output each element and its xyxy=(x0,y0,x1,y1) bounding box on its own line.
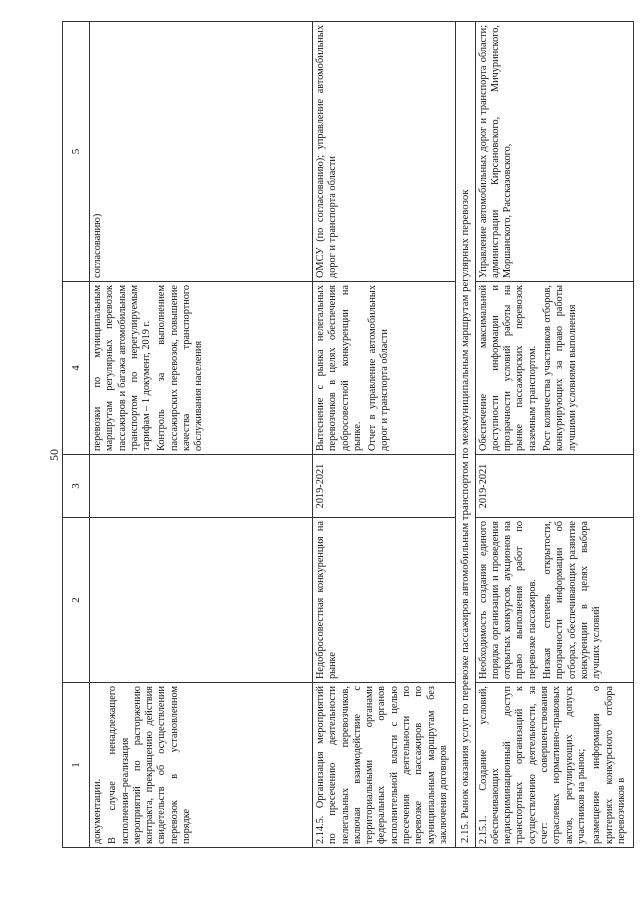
cell-text: 2.15.1. Создание условий, обеспечивающих недискриминационный доступ транспортных организаций к осуществлению деятельности, за счет: совершенствования отраслевых нормативно-правовых актов, регулирующих допуск участников на рынок; xyxy=(477,686,587,844)
cell-text: Отчет в управление автомобильных дорог и транспорта области xyxy=(367,285,391,451)
cell-text: Необходимость создания единого порядка организации и проведения открытых конкурсов, аукционов на право выполнения работ по перевозке пассажиров. xyxy=(477,521,538,679)
cell-text: 2.14.5. Организация мероприятий по пресечению деятельности нелегальных перевозчиков, включая взаимодействие с территориальными органами федеральных органов исполнительной власти с целью пресечения деятельности по перевозке пассажиров по муниципальным маршрутам без заключения договоров xyxy=(315,686,449,844)
cell-text: Контроль за выполнением пассажирских перевозок, повышение качества транспортного обслуживания населения xyxy=(156,285,205,451)
cell-text: документации. xyxy=(92,778,103,844)
measure-cell xyxy=(313,683,456,848)
cell-text: Обеспечение максимальной доступности информации и прозрачности условий работы на рынке пассажирских перевозок наземным транспортом. xyxy=(477,285,538,451)
result-cell xyxy=(90,282,313,455)
responsible-cell: ОМСУ (по согласованию); управление автомобильных дорог и транспорта области xyxy=(313,22,456,282)
problem-cell xyxy=(90,518,313,683)
measure-cell xyxy=(90,683,313,848)
cell-text: размещение информации о критериях конкурсного отбора перевозчиков в xyxy=(591,686,627,844)
measure-cell xyxy=(475,683,634,848)
period-cell xyxy=(90,455,313,518)
problem-cell: Недобросовестная конкуренция на рынке xyxy=(313,518,456,683)
section-title: 2.15. Рынок оказания услуг по перевозке пассажиров автомобильным транспортом по межмуниципальным маршрутам регулярных перевозок xyxy=(456,22,475,848)
cell-text: перевозки по муниципальным маршрутам регулярных перевозок пассажиров и багажа автомобильным транспортом по нерегулируемым тарифам – 1 документ, 2019 г. xyxy=(92,285,153,451)
header-cell: 4 xyxy=(63,282,90,455)
page-number: 50 xyxy=(47,449,61,461)
cell-text: В случае ненадлежащего исполнения–реализация мероприятий по расторжению контракта, прекращению действия свидетельств об осуществлении перевозок в установленном порядке xyxy=(107,686,193,844)
responsible-cell: согласованию) xyxy=(90,22,313,282)
result-cell xyxy=(313,282,456,455)
result-cell xyxy=(475,282,634,455)
cell-text: Низкая степень открытости, прозрачности информации об отборах, обеспечивающих развитие конкуренции в целях выбора лучших условий xyxy=(542,521,603,679)
table-row xyxy=(475,22,634,848)
header-cell: 5 xyxy=(63,22,90,282)
cell-text: Рост количества участников отборов, конкурирующих за право работы лучшими условиями выполнения xyxy=(542,285,578,451)
period-cell: 2019-2021 xyxy=(313,455,456,518)
table-row xyxy=(90,22,313,848)
header-cell: 2 xyxy=(63,518,90,683)
header-cell: 1 xyxy=(63,683,90,848)
header-cell: 3 xyxy=(63,455,90,518)
section-row xyxy=(456,22,475,848)
period-cell: 2019-2021 xyxy=(475,455,634,518)
table-header-row xyxy=(63,22,90,848)
measures-table xyxy=(62,21,634,848)
cell-text: Вытеснение с рынка нелегальных перевозчиков в целях обеспечения добросовестной конкуренции на рынке. xyxy=(315,285,363,451)
table-row xyxy=(313,22,456,848)
problem-cell xyxy=(475,518,634,683)
responsible-cell: Управление автомобильных дорог и транспорта области; администрации Кирсановского, Мичуринского, Моршанского, Рассказовского, xyxy=(475,22,634,282)
